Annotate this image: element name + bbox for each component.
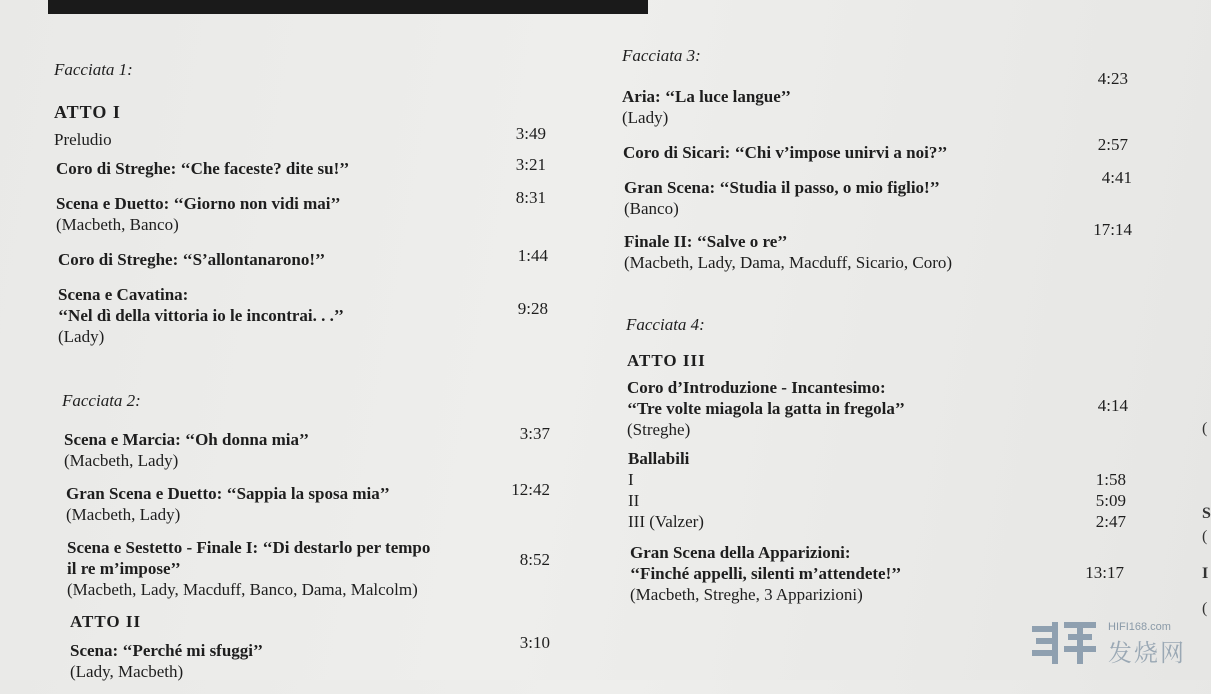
track-entry bbox=[64, 424, 554, 471]
track-time: 8:31 bbox=[515, 188, 546, 207]
track-title: Scena e Sestetto - Finale I: ‘‘Di destarlo per tempo bbox=[67, 538, 431, 557]
act-3-heading: ATTO III bbox=[627, 351, 706, 370]
track-time: 4:41 bbox=[1101, 168, 1132, 187]
track-time: 2:47 bbox=[1095, 512, 1126, 531]
spacer bbox=[622, 285, 1142, 315]
track-time: 9:28 bbox=[517, 299, 548, 318]
track-performers: (Macbeth, Lady, Dama, Macduff, Sicario, Coro) bbox=[624, 253, 953, 272]
ballabili-row bbox=[628, 469, 1142, 490]
track-time: 13:17 bbox=[1085, 563, 1124, 582]
track-title: Coro di Sicari: ‘‘Chi v’impose unirvi a noi?’’ bbox=[623, 143, 948, 162]
track-performers: (Macbeth, Banco) bbox=[56, 215, 179, 234]
act-2-heading: ATTO II bbox=[70, 612, 142, 631]
track-time: 17:14 bbox=[1093, 220, 1132, 239]
track-title: Aria: ‘‘La luce langue’’ bbox=[622, 87, 791, 106]
ballabili-row bbox=[628, 511, 1142, 532]
track-entry bbox=[67, 537, 554, 600]
track-title-line2: ‘‘Finché appelli, silenti m’attendete!’’ bbox=[630, 564, 902, 583]
side-2-heading: Facciata 2: bbox=[62, 391, 141, 410]
track-entry bbox=[630, 542, 1142, 605]
track-time: 4:23 bbox=[1097, 69, 1128, 88]
track-title-line2: ‘‘Nel dì della vittoria io le incontrai. . .’’ bbox=[58, 306, 344, 325]
track-performers: (Macbeth, Lady, Macduff, Banco, Dama, Malcolm) bbox=[67, 580, 418, 599]
track-entry bbox=[54, 124, 554, 150]
track-performers: (Macbeth, Streghe, 3 Apparizioni) bbox=[630, 585, 863, 604]
track-time: 12:42 bbox=[511, 480, 550, 499]
track-time: 3:49 bbox=[515, 124, 546, 143]
side-3-heading: Facciata 3: bbox=[622, 46, 701, 65]
right-column bbox=[622, 46, 1142, 617]
track-title: Preludio bbox=[54, 130, 112, 149]
act-1-heading: ATTO I bbox=[54, 102, 121, 122]
edge-glyph: ( bbox=[1202, 528, 1208, 545]
track-time: 3:10 bbox=[519, 633, 550, 652]
track-title: Coro d’Introduzione - Incantesimo: bbox=[627, 378, 886, 397]
ballabili-row bbox=[628, 490, 1142, 511]
track-performers: (Streghe) bbox=[627, 420, 691, 439]
edge-glyph: ( bbox=[1202, 420, 1208, 437]
track-title: Gran Scena della Apparizioni: bbox=[630, 543, 851, 562]
track-entry bbox=[54, 246, 554, 270]
track-title: Gran Scena e Duetto: ‘‘Sappia la sposa mia’’ bbox=[66, 484, 390, 503]
track-entry bbox=[54, 188, 554, 235]
track-entry bbox=[54, 284, 554, 347]
track-time: 3:37 bbox=[519, 424, 550, 443]
track-title: Scena e Cavatina: bbox=[58, 285, 189, 304]
track-title: Finale II: ‘‘Salve o re’’ bbox=[624, 232, 788, 251]
edge-glyph: I bbox=[1202, 565, 1209, 582]
track-performers: (Lady) bbox=[622, 108, 669, 127]
left-column bbox=[54, 60, 554, 694]
track-performers: (Banco) bbox=[624, 199, 679, 218]
watermark-text bbox=[1108, 621, 1186, 668]
track-title-line2: ‘‘Tre volte miagola la gatta in fregola’’ bbox=[627, 399, 905, 418]
edge-glyph: ( bbox=[1202, 600, 1208, 617]
spacer bbox=[54, 359, 554, 391]
watermark bbox=[1030, 618, 1186, 668]
ballabili-title: Ballabili bbox=[628, 449, 690, 468]
track-time: 2:57 bbox=[1097, 135, 1128, 154]
track-entry bbox=[54, 155, 554, 179]
track-entry bbox=[70, 633, 554, 682]
top-black-bar bbox=[48, 0, 648, 14]
track-entry bbox=[622, 69, 1142, 128]
track-title-line2: il re m’impose’’ bbox=[67, 559, 181, 578]
track-time: 4:14 bbox=[1097, 396, 1128, 415]
track-entry bbox=[627, 377, 1142, 440]
side-4-heading: Facciata 4: bbox=[626, 315, 705, 334]
track-title: Coro di Streghe: ‘‘Che faceste? dite su!’’ bbox=[56, 159, 350, 178]
edge-glyph: S bbox=[1202, 505, 1211, 522]
track-title: Scena: ‘‘Perché mi sfuggi’’ bbox=[70, 641, 264, 660]
watermark-logo-icon bbox=[1030, 618, 1100, 668]
track-time: 1:58 bbox=[1095, 470, 1126, 489]
track-performers: (Macbeth, Lady) bbox=[64, 451, 179, 470]
track-entry bbox=[66, 480, 554, 525]
track-time: 1:44 bbox=[517, 246, 548, 265]
track-performers: (Macbeth, Lady) bbox=[66, 505, 181, 524]
ballabili-block bbox=[628, 448, 1142, 532]
side-1-heading: Facciata 1: bbox=[54, 60, 133, 79]
track-time: 8:52 bbox=[519, 550, 550, 569]
ballabili-label: III (Valzer) bbox=[628, 512, 704, 531]
track-entry bbox=[622, 168, 1142, 219]
track-title: Scena e Marcia: ‘‘Oh donna mia’’ bbox=[64, 430, 310, 449]
track-performers: (Lady, Macbeth) bbox=[70, 662, 184, 681]
track-performers: (Lady) bbox=[58, 327, 105, 346]
watermark-site: HIFI168.com bbox=[1108, 621, 1171, 633]
ballabili-label: I bbox=[628, 470, 634, 489]
track-title: Scena e Duetto: ‘‘Giorno non vidi mai’’ bbox=[56, 194, 341, 213]
track-entry bbox=[622, 135, 1142, 163]
track-time: 3:21 bbox=[515, 155, 546, 174]
ballabili-label: II bbox=[628, 491, 640, 510]
track-time: 5:09 bbox=[1095, 491, 1126, 510]
track-entry bbox=[622, 220, 1142, 273]
track-title: Gran Scena: ‘‘Studia il passo, o mio figlio!’’ bbox=[624, 178, 940, 197]
watermark-cn: 发烧网 bbox=[1108, 639, 1186, 667]
track-title: Coro di Streghe: ‘‘S’allontanarono!’’ bbox=[58, 250, 326, 269]
